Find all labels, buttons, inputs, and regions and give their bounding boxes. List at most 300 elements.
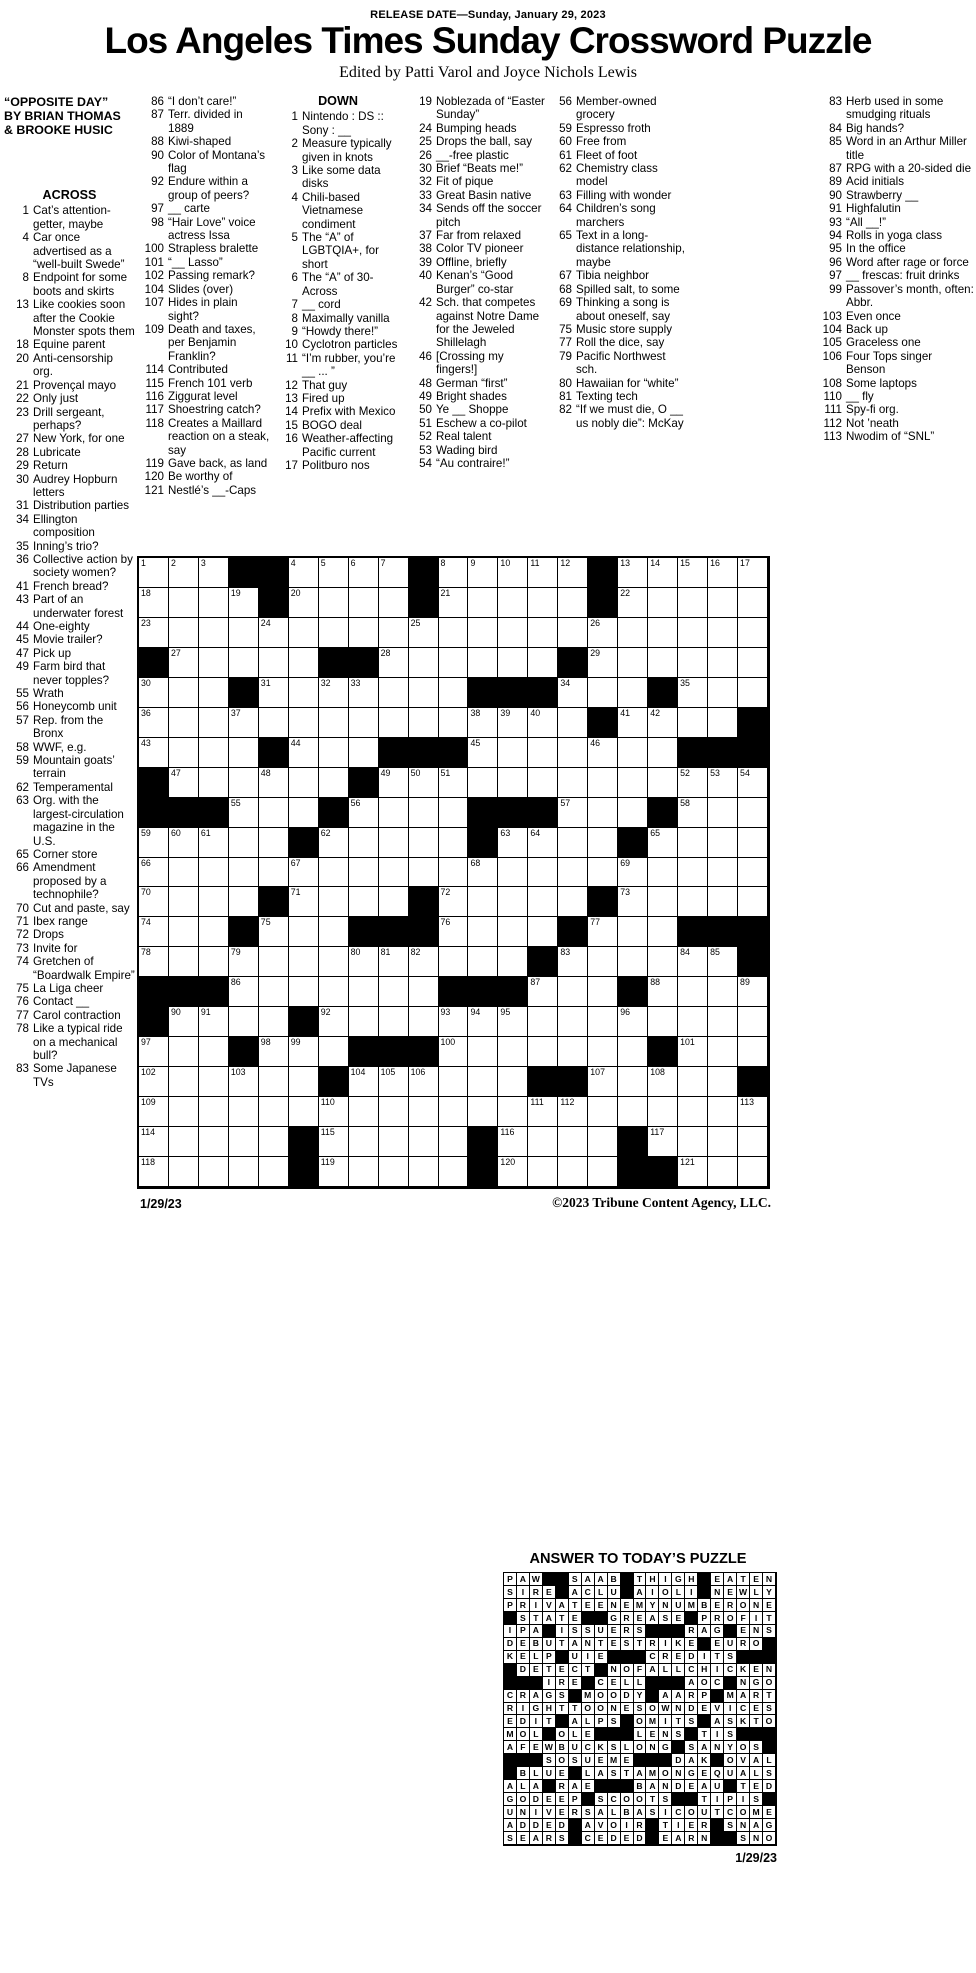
answer-cell: E [543,1793,556,1806]
grid-cell [139,828,169,858]
clue-text: “All __!” [846,215,886,229]
grid-cell [229,1097,259,1127]
grid-cell-black [259,558,289,588]
answer-cell: I [646,1586,659,1599]
grid-cell-number: 74 [141,917,151,928]
answer-cell-black [569,1819,582,1832]
grid-cell-number: 52 [680,767,690,778]
clue-text: Like a typical ride on a mechanical bull? [33,1022,123,1062]
grid-cell-black [588,558,618,588]
answer-cell: D [608,1832,621,1845]
answer-cell: O [595,1690,608,1703]
grid-cell [319,768,349,798]
answer-cell-black [724,1780,737,1793]
answer-cell: I [556,1625,569,1638]
answer-cell: C [672,1806,685,1819]
answer-cell: M [504,1728,517,1741]
grid-cell [349,1097,379,1127]
answer-cell-black [698,1586,711,1599]
clue-number: 105 [822,336,842,350]
grid-cell [319,917,349,947]
grid-cell-number: 101 [680,1037,695,1048]
clue-item [547,122,685,135]
grid-cell [319,738,349,768]
answer-cell: T [582,1664,595,1677]
grid-cell [319,618,349,648]
clue-text: The “A” of 30-Across [302,271,374,298]
grid-cell-number: 64 [530,827,541,838]
clue-number: 84 [829,121,842,135]
clue-number: 94 [829,229,842,243]
grid-cell [199,947,229,977]
clue-item [4,593,135,620]
clue-number: 86 [151,95,164,108]
grid-cell [528,1097,558,1127]
answer-cell: S [504,1586,517,1599]
grid-cell [169,1097,199,1127]
grid-cell-number: 53 [710,767,720,778]
clue-number: 90 [151,148,164,162]
answer-cell: O [634,1715,647,1728]
clue-number: 117 [145,403,164,417]
answer-cell: N [517,1806,530,1819]
answer-cell: G [750,1677,763,1690]
clue-item [139,403,271,416]
grid-cell-black [528,947,558,977]
answer-cell: E [646,1728,659,1741]
answer-cell: H [646,1573,659,1586]
clue-item [817,202,974,215]
grid-cell [409,678,439,708]
clue-number: 48 [419,376,432,390]
clue-item [817,229,974,242]
grid-cell [259,798,289,828]
grid-cell [169,887,199,917]
grid-cell-number: 85 [710,947,720,958]
answer-cell: B [698,1599,711,1612]
clue-text: Weather-affecting Pacific current [302,432,394,459]
clue-number: 75 [559,322,572,336]
clue-item [4,580,135,593]
answer-cell-black [711,1819,724,1832]
clue-number: 26 [419,148,432,162]
answer-cell: F [517,1741,530,1754]
grid-cell [319,678,349,708]
grid-cell [588,858,618,888]
answer-cell: S [724,1715,737,1728]
clue-text: __ cord [302,298,341,312]
answer-cell: W [737,1586,750,1599]
clue-item [817,216,974,229]
answer-cell: S [608,1715,621,1728]
answer-cell: T [698,1793,711,1806]
grid-cell [498,947,528,977]
clue-text: Eschew a co-pilot [436,416,527,430]
answer-cell: C [582,1741,595,1754]
grid-cell [708,1067,738,1097]
grid-cell-number: 97 [141,1037,151,1048]
clue-text: Color of Montana’s flag [168,148,266,176]
clue-item [139,323,271,363]
answer-cell: I [672,1819,685,1832]
answer-cell: M [750,1806,763,1819]
clue-number: 95 [829,242,842,256]
grid-cell [169,588,199,618]
grid-cell [528,887,558,917]
clue-text: Back up [846,322,888,336]
clue-item [139,242,271,255]
clue-item [407,417,545,430]
clue-number: 102 [144,269,164,283]
grid-cell [169,947,199,977]
grid-cell-number: 88 [650,977,660,988]
clue-text: Return [33,459,68,473]
grid-cell-number: 66 [141,857,151,868]
clue-number: 35 [16,539,29,553]
grid-cell [528,738,558,768]
grid-cell-black [708,738,738,768]
answer-cell: D [517,1664,530,1677]
grid-cell [618,887,648,917]
clue-item [407,430,545,443]
answer-cell: R [504,1703,517,1716]
clue-number: 28 [16,445,29,459]
grid-cell-number: 106 [410,1067,426,1078]
clue-number: 37 [419,229,432,243]
answer-cell-black [608,1780,621,1793]
grid-cell-black [708,917,738,947]
answer-cell-black [504,1767,517,1780]
grid-cell-black [409,588,439,618]
grid-cell [259,917,289,947]
clue-text: Not ’neath [846,416,899,430]
answer-cell: O [517,1793,530,1806]
answer-cell: C [582,1832,595,1845]
clue-item [273,110,403,137]
answer-cell: E [543,1819,556,1832]
answer-cell: W [659,1703,672,1716]
answer-cell: I [659,1806,672,1819]
grid-cell [678,678,708,708]
grid-cell-number: 109 [141,1097,156,1108]
grid-cell [588,618,618,648]
clue-column-3 [273,95,403,472]
clue-item [4,754,135,781]
clue-number: 57 [16,713,29,727]
grid-cell-number: 31 [260,677,271,688]
grid-cell-black [289,1157,319,1187]
answer-cell: G [659,1741,672,1754]
grid-cell [439,1007,469,1037]
clue-number: 109 [144,322,164,336]
answer-cell: L [634,1728,647,1741]
clue-number: 18 [16,338,29,352]
answer-cell: O [737,1599,750,1612]
answer-cell: S [517,1612,530,1625]
answer-cell: R [621,1612,634,1625]
clue-text: Gave back, as land [168,456,268,470]
grid-cell [199,858,229,888]
grid-cell-number: 105 [380,1067,396,1078]
answer-cell: R [634,1819,647,1832]
answer-cell-black [634,1754,647,1767]
answer-cell: U [724,1638,737,1651]
clue-text: Ellington composition [33,512,95,540]
clue-item [4,540,135,553]
answer-cell: D [556,1819,569,1832]
grid-cell-number: 100 [440,1037,456,1048]
answer-cell-black [556,1573,569,1586]
clue-text: French bread? [33,579,109,593]
grid-cell [558,618,588,648]
answer-cell: L [608,1806,621,1819]
answer-cell: O [634,1741,647,1754]
clue-number: 49 [419,389,432,403]
grid-cell-number: 112 [560,1097,575,1108]
grid-cell [648,648,678,678]
grid-cell [498,887,528,917]
grid-cell [379,678,409,708]
grid-cell-black [349,1037,379,1067]
grid-cell-black [498,977,528,1007]
answer-cell: N [672,1767,685,1780]
answer-cell: U [724,1767,737,1780]
answer-cell-black [582,1793,595,1806]
clue-number: 113 [823,430,842,444]
answer-cell-black [504,1664,517,1677]
answer-cell-black [711,1832,724,1845]
clue-item [817,269,974,282]
clue-text: Bright shades [436,389,507,403]
clue-item [273,338,403,351]
grid-cell [379,648,409,678]
answer-cell: G [608,1612,621,1625]
grid-cell [229,648,259,678]
clue-item [4,741,135,754]
grid-cell [439,708,469,738]
answer-cell: S [672,1728,685,1741]
answer-cell: R [517,1599,530,1612]
clue-item [4,915,135,928]
answer-cell: S [569,1573,582,1586]
grid-cell [558,1007,588,1037]
grid-cell [439,1127,469,1157]
grid-cell [439,678,469,708]
grid-cell [229,588,259,618]
answer-cell: A [530,1780,543,1793]
answer-cell: L [763,1754,776,1767]
grid-cell [319,1127,349,1157]
grid-cell-number: 80 [350,947,361,958]
answer-cell-black [517,1754,530,1767]
grid-cell [618,588,648,618]
grid-cell [259,678,289,708]
answer-cell: R [530,1586,543,1599]
grid-cell [618,708,648,738]
answer-cell-black [685,1728,698,1741]
answer-cell-black [556,1651,569,1664]
clue-text: Strawberry __ [846,188,919,202]
answer-cell-black [750,1728,763,1741]
clue-item [139,484,271,497]
answer-cell: N [750,1599,763,1612]
grid-cell [379,887,409,917]
answer-cell: L [750,1586,763,1599]
clue-item [407,403,545,416]
grid-cell [259,947,289,977]
clue-text: Sends off the soccer pitch [436,202,542,229]
clue-number: 30 [419,162,432,176]
clue-text: Slides (over) [168,282,234,296]
answer-cell: I [621,1819,634,1832]
grid-cell [708,977,738,1007]
answer-cell-black [646,1832,659,1845]
answer-cell-black [634,1651,647,1664]
grid-cell [588,738,618,768]
grid-cell-number: 33 [350,677,361,688]
answer-cell: T [634,1638,647,1651]
answer-cell: T [543,1715,556,1728]
grid-cell [738,588,768,618]
answer-cell: E [634,1612,647,1625]
grid-cell [259,768,289,798]
answer-cell: B [517,1767,530,1780]
grid-cell-black [409,887,439,917]
grid-cell [289,1067,319,1097]
clue-column-1 [4,95,135,1089]
clue-text: Wrath [33,687,64,701]
grid-cell [229,887,259,917]
grid-cell-number: 119 [320,1157,335,1168]
clue-number: 87 [829,162,842,176]
answer-cell: A [556,1599,569,1612]
clue-item [273,298,403,311]
answer-cell: V [543,1599,556,1612]
grid-cell-black [409,1037,439,1067]
grid-cell-number: 108 [650,1067,665,1078]
answer-cell: S [582,1625,595,1638]
answer-cell: T [543,1664,556,1677]
clue-item [273,459,403,472]
clue-number: 72 [16,928,29,942]
grid-cell [588,1037,618,1067]
answer-cell: R [685,1625,698,1638]
clue-text: __ fly [846,389,874,403]
grid-cell [439,768,469,798]
grid-cell-number: 8 [440,558,446,568]
answer-cell: N [659,1780,672,1793]
clue-text: Amendment proposed by a technophile? [33,861,107,902]
grid-cell [678,588,708,618]
answer-cell: D [504,1638,517,1651]
clue-number: 80 [559,376,572,390]
grid-cell-number: 70 [141,887,151,898]
clue-item [4,459,135,472]
answer-cell: T [621,1767,634,1780]
grid-cell-number: 46 [590,737,601,748]
grid-cell [229,1067,259,1097]
answer-cell: A [698,1625,711,1638]
clue-number: 98 [151,215,164,229]
grid-cell [708,828,738,858]
answer-cell-black [724,1677,737,1690]
clue-text: Highfalutin [846,202,901,216]
answer-cell: E [711,1573,724,1586]
answer-cell: A [530,1832,543,1845]
grid-cell-number: 47 [170,767,181,778]
grid-cell-black [558,648,588,678]
answer-cell: A [504,1780,517,1793]
answer-cell: T [737,1780,750,1793]
answer-cell: L [595,1586,608,1599]
clue-item [4,553,135,580]
answer-cell: E [569,1677,582,1690]
clue-item [547,149,685,162]
grid-cell [708,798,738,828]
answer-cell: S [724,1728,737,1741]
answer-cell-black [659,1625,672,1638]
answer-cell: E [595,1651,608,1664]
answer-cell: L [530,1651,543,1664]
answer-cell: T [698,1728,711,1741]
clue-text: Free from [576,135,627,149]
clue-text: Temperamental [33,780,113,794]
clue-item [817,417,974,430]
answer-cell: I [517,1586,530,1599]
answer-cell-black [569,1832,582,1845]
clue-item [139,95,271,108]
grid-cell [618,648,648,678]
answer-cell: U [595,1625,608,1638]
grid-cell [409,1157,439,1187]
answer-cell-black [621,1715,634,1728]
answer-cell: R [750,1690,763,1703]
grid-cell [199,558,229,588]
grid-cell [349,1127,379,1157]
grid-cell [289,798,319,828]
clue-number: 20 [16,351,29,365]
clue-item [4,271,135,298]
grid-cell [199,1127,229,1157]
clue-item [817,162,974,175]
answer-cell: E [595,1599,608,1612]
answer-cell-black [646,1690,659,1703]
grid-cell-number: 17 [740,558,750,568]
answer-cell: K [737,1715,750,1728]
answer-cell: E [672,1612,685,1625]
grid-cell [528,618,558,648]
clue-text: Bumping heads [436,121,517,135]
clue-text: Gretchen of “Boardwalk Empire” [33,955,135,982]
grid-cell [139,1157,169,1187]
clue-number: 114 [145,363,164,377]
grid-cell [349,738,379,768]
puzzle-date: 1/29/23 [140,1197,182,1211]
grid-cell-number: 93 [440,1007,451,1018]
clue-number: 4 [291,190,298,204]
answer-cell: N [698,1832,711,1845]
grid-cell-number: 71 [290,887,301,898]
answer-cell: N [711,1741,724,1754]
answer-cell: D [685,1651,698,1664]
clue-item [547,202,685,229]
clue-item [817,323,974,336]
grid-cell [648,618,678,648]
clue-text: Invite for [33,941,78,955]
clue-text: Even once [846,309,901,323]
clue-item [817,135,974,162]
grid-cell-number: 60 [170,827,181,838]
